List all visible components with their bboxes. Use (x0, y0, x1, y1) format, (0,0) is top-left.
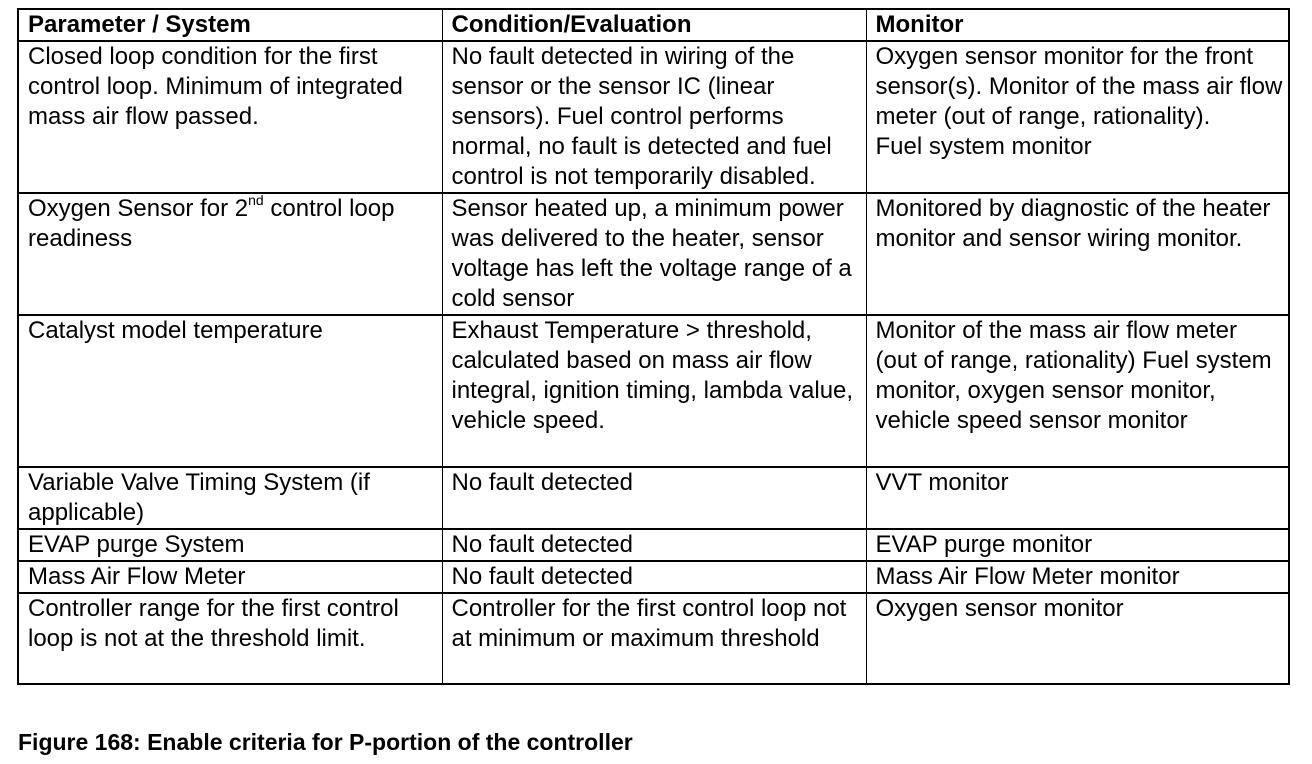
cell-condition: Exhaust Temperature > threshold, calculated based on mass air flow integral, ignition timing, lambda value, vehicle speed. (442, 315, 866, 467)
document-page (17, 8, 1288, 685)
table-row (18, 193, 1289, 315)
figure-caption: Figure 168: Enable criteria for P-portion of the controller (18, 729, 633, 755)
header-row (18, 9, 1289, 41)
cell-parameter: Mass Air Flow Meter (18, 561, 442, 593)
cell-parameter: EVAP purge System (18, 529, 442, 561)
cell-monitor: Mass Air Flow Meter monitor (866, 561, 1289, 593)
cell-condition: Sensor heated up, a minimum power was delivered to the heater, sensor voltage has left the voltage range of a cold sensor (442, 193, 866, 315)
ordinal-superscript: nd (248, 192, 264, 208)
cell-monitor: Oxygen sensor monitor (866, 593, 1289, 684)
cell-monitor: EVAP purge monitor (866, 529, 1289, 561)
table-row (18, 529, 1289, 561)
cell-monitor: Monitor of the mass air flow meter (out of range, rationality) Fuel system monitor, oxygen sensor monitor, vehicle speed sensor monitor (866, 315, 1289, 467)
monitor-line: Fuel system monitor (875, 133, 1092, 160)
table-row (18, 561, 1289, 593)
table-body (18, 41, 1289, 684)
cell-parameter: Catalyst model temperature (18, 315, 442, 467)
header-condition-evaluation: Condition/Evaluation (442, 9, 866, 41)
cell-monitor: Monitored by diagnostic of the heater monitor and sensor wiring monitor. (866, 193, 1289, 315)
cell-parameter (18, 193, 442, 315)
cell-condition: No fault detected (442, 561, 866, 593)
table-row (18, 41, 1289, 193)
cell-condition: No fault detected (442, 467, 866, 529)
table-header (18, 9, 1289, 41)
parameter-text-after: control loop readiness (28, 195, 395, 252)
monitor-line: Oxygen sensor monitor for the front sensor(s). Monitor of the mass air flow meter (out of range, rationality). (875, 43, 1283, 130)
cell-condition: Controller for the first control loop not at minimum or maximum threshold (442, 593, 866, 684)
header-parameter-system: Parameter / System (18, 9, 442, 41)
cell-parameter: Variable Valve Timing System (if applicable) (18, 467, 442, 529)
table-row (18, 315, 1289, 467)
header-monitor: Monitor (866, 9, 1289, 41)
table-row (18, 593, 1289, 684)
cell-monitor: VVT monitor (866, 467, 1289, 529)
cell-parameter: Closed loop condition for the first control loop. Minimum of integrated mass air flow passed. (18, 41, 442, 193)
cell-monitor (866, 41, 1289, 193)
cell-condition: No fault detected in wiring of the sensor or the sensor IC (linear sensors). Fuel control performs normal, no fault is detected and fuel control is not temporarily disabled. (442, 41, 866, 193)
cell-parameter: Controller range for the first control loop is not at the threshold limit. (18, 593, 442, 684)
enable-criteria-table (17, 8, 1290, 685)
cell-condition: No fault detected (442, 529, 866, 561)
table-row (18, 467, 1289, 529)
parameter-text-before: Oxygen Sensor for 2 (28, 195, 249, 222)
